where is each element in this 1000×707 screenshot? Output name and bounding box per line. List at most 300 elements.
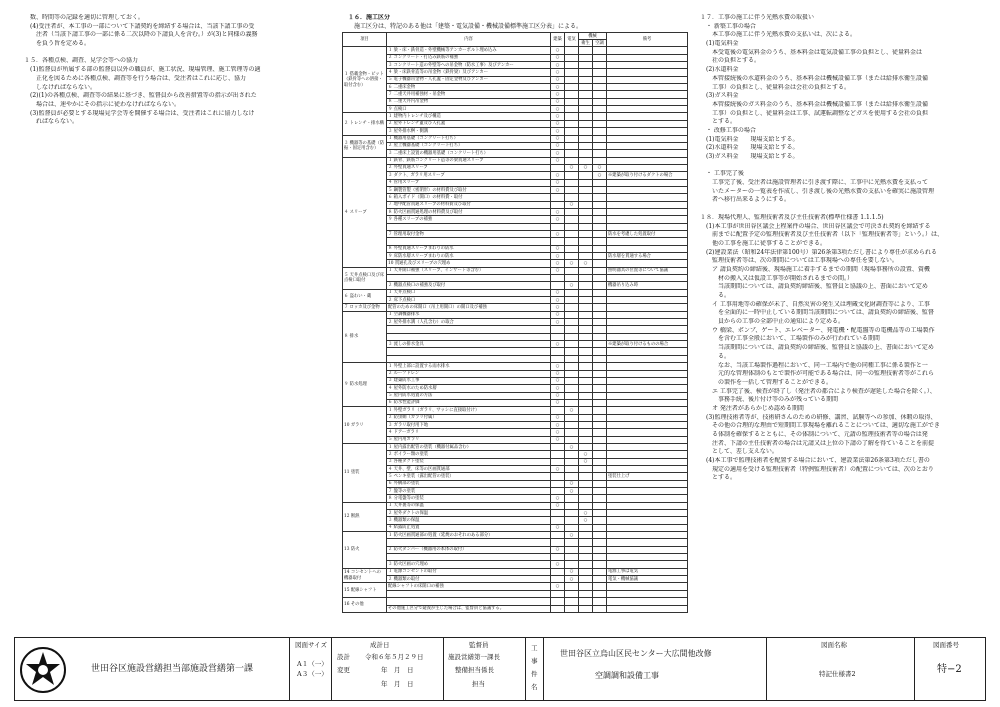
mark-cell: ○: [565, 488, 579, 495]
mark-cell: [551, 164, 565, 171]
text-line: オ 発注者があらかじめ認める期間: [712, 404, 804, 412]
mark-cell: [593, 598, 607, 605]
mark-cell: [565, 54, 579, 61]
text-line: 工事）の負担とし、従量料金は会社の負担とする。: [712, 83, 851, 91]
table-row: [343, 377, 688, 384]
mark-cell: [565, 502, 579, 509]
mark-cell: [565, 414, 579, 421]
table-row: [343, 91, 688, 98]
mark-cell: [565, 399, 579, 406]
content-cell: ３ 機器類の保温: [387, 517, 551, 524]
text-line: を負う旨を定める。: [36, 40, 91, 48]
note-cell: [607, 532, 688, 539]
content-cell: [387, 590, 551, 597]
table-row: [343, 576, 688, 583]
mark-cell: [579, 355, 593, 362]
category-cell: １ 搭載金物・ピット（鉄骨等への溶接・取付含む）: [343, 47, 387, 113]
mark-cell: ○: [565, 201, 579, 208]
mark-cell: [579, 341, 593, 348]
note-cell: [607, 488, 688, 495]
mark-cell: [551, 590, 565, 597]
note-cell: [607, 495, 688, 502]
mark-cell: [579, 532, 593, 539]
text-line: を含む工事全般において、工場製作のみが行われている期間: [718, 335, 880, 343]
content-cell: ５ 屋内防水処置の方法: [387, 392, 551, 399]
category-cell: 15 配線シャフト: [343, 583, 387, 598]
table-row: [343, 216, 688, 223]
mark-cell: [551, 532, 565, 539]
mark-cell: [579, 47, 593, 54]
note-cell: [607, 392, 688, 399]
note-cell: 防水を考慮した処置取付: [607, 230, 688, 237]
content-cell: ３ 屋外排水桝・側溝: [387, 128, 551, 135]
mark-cell: [565, 385, 579, 392]
mark-cell: [551, 576, 565, 583]
table-row: [343, 223, 688, 230]
mark-cell: ○: [551, 128, 565, 135]
text-line: 他の工事を施工に従事することができる。: [712, 239, 827, 247]
text-line: 者へ移行出来るようにする。: [712, 196, 791, 204]
note-cell: [607, 304, 688, 311]
note-cell: [607, 326, 688, 333]
note-cell: [607, 539, 688, 546]
mark-cell: [593, 230, 607, 237]
mark-cell: [565, 113, 579, 120]
content-cell: ３ 各種ダクト塗装: [387, 458, 551, 465]
table-row: [343, 150, 688, 157]
mark-cell: [565, 598, 579, 605]
content-cell: ３ コンクリート造の外壁等への吊金物（防水工事）及びアンカー: [387, 62, 551, 69]
content-cell: ２ 外壁貫通スリーブ: [387, 164, 551, 171]
table-row: [343, 194, 688, 201]
mark-cell: ○: [579, 260, 593, 267]
section-16-intro: 施工区分は、特記のある他は「建築・電気設備・機械設備標準施工区分表」による。: [354, 22, 583, 30]
mark-cell: [551, 333, 565, 340]
text-line: を全面的に一時中止している期間当該期間については、請負契約の締結後、監督: [718, 309, 934, 317]
mark-cell: [593, 429, 607, 436]
content-cell: ４ 結露防止処置: [387, 524, 551, 531]
text-line: (4)受注者が、本工事の一部について下請契約を締結する場合は、当該下請工事の受: [30, 22, 255, 30]
mark-cell: ○: [565, 407, 579, 414]
project-label-char-4: 名: [531, 683, 538, 691]
mark-cell: [579, 194, 593, 201]
mark-cell: [593, 267, 607, 274]
mark-cell: [565, 583, 579, 590]
category-cell: ５ 天井点検口及び床点検口取付: [343, 267, 387, 289]
mark-cell: ○: [551, 546, 565, 553]
text-line: [700, 205, 990, 214]
table-row: [343, 179, 688, 186]
header-mech-sanitary: 衛生: [579, 40, 593, 47]
mark-cell: [593, 517, 607, 524]
header-mech: 機械: [579, 33, 607, 40]
table-row: [343, 370, 688, 377]
table-row: [343, 583, 688, 590]
table-row: [343, 363, 688, 370]
mark-cell: [565, 62, 579, 69]
mark-cell: ○: [551, 230, 565, 237]
design-kind: 設計: [337, 653, 350, 661]
text-line: イ 工事用地等の確保が未了、自然災害の発生又は埋蔵文化財調査等により、工事: [712, 300, 930, 308]
table-row: [343, 605, 688, 612]
mark-cell: [565, 208, 579, 215]
text-line: 数、時間等の記録を適切に管理しておく。: [30, 14, 144, 21]
mark-cell: [579, 385, 593, 392]
mark-cell: [565, 69, 579, 76]
mark-cell: [579, 230, 593, 237]
table-row: [343, 142, 688, 149]
note-cell: [607, 554, 688, 561]
mark-cell: ○: [551, 142, 565, 149]
mark-cell: ○: [565, 568, 579, 575]
note-cell: [607, 113, 688, 120]
mark-cell: [579, 275, 593, 282]
content-cell: [387, 355, 551, 362]
table-row: [343, 326, 688, 333]
content-cell: [387, 554, 551, 561]
table-row: [343, 458, 688, 465]
note-cell: [607, 69, 688, 76]
mark-cell: [565, 157, 579, 164]
mark-cell: [579, 223, 593, 230]
mark-cell: ○: [593, 164, 607, 171]
mark-cell: [565, 289, 579, 296]
mark-cell: [593, 304, 607, 311]
mark-cell: [593, 443, 607, 450]
content-cell: ５ 鋼製管製（密閉形）の材料費及び取付: [387, 186, 551, 193]
mark-cell: ○: [551, 311, 565, 318]
mark-cell: [565, 429, 579, 436]
mark-cell: [593, 76, 607, 83]
mark-cell: [593, 341, 607, 348]
mark-cell: [565, 348, 579, 355]
content-cell: ２ ルーフドレン: [387, 370, 551, 377]
content-cell: ３ 建築防水工事: [387, 377, 551, 384]
mark-cell: ○: [551, 289, 565, 296]
size-a3: A３（一）: [297, 670, 328, 678]
text-line: (2)水道料金 現場支給とする。: [706, 144, 799, 152]
text-line: １７．工事の施工に伴う光熱水費の取扱い: [700, 14, 815, 21]
text-line: の製作を一括して管理することができる。: [718, 378, 833, 386]
text-line: １８．現場代理人、監理技術者及び主任技術者(標準仕様書 1.1.1.5): [700, 213, 884, 221]
mark-cell: [579, 363, 593, 370]
note-cell: [607, 480, 688, 487]
content-cell: ２ コンクリート・打込み鉄筋の補強: [387, 54, 551, 61]
mark-cell: ○: [565, 576, 579, 583]
mark-cell: [579, 157, 593, 164]
content-cell: ４ ドアーガラリ: [387, 429, 551, 436]
content-cell: １ 空調機器排水: [387, 311, 551, 318]
mark-cell: ○: [551, 135, 565, 142]
content-cell: ７ 二重天井用補強材・吊金物: [387, 91, 551, 98]
mark-cell: [551, 458, 565, 465]
note-cell: [607, 62, 688, 69]
note-cell: 電源工事は電気: [607, 568, 688, 575]
content-cell: ８ 防火区画貫通処理の材料費及び取付: [387, 208, 551, 215]
mark-cell: [565, 341, 579, 348]
supervisor-label: 監督員: [469, 641, 489, 649]
mark-cell: ○: [551, 106, 565, 113]
table-row: [343, 502, 688, 509]
category-cell: ３ 機器等の基礎（防振・固定用含む）: [343, 135, 387, 157]
note-cell: [607, 377, 688, 384]
mark-cell: [579, 245, 593, 252]
note-cell: [607, 443, 688, 450]
text-line: ア 請負契約の締結後、現場施工に着手するまでの期間（現場事務所の設置、資機: [712, 265, 930, 273]
table-row: [343, 341, 688, 348]
table-row: [343, 414, 688, 421]
text-line: 当該期間については、請負契約の締結後、監督員と協議の上、書面において定め: [718, 344, 934, 352]
project-label-char-2: 事: [531, 657, 538, 665]
mark-cell: [579, 370, 593, 377]
mark-cell: [565, 517, 579, 524]
content-cell: ３ 流しの排水金具: [387, 341, 551, 348]
content-cell: [387, 275, 551, 282]
mark-cell: [579, 333, 593, 340]
text-line: (2)建設業法（昭和24年法律第100号）第26条第3項ただし書により専任が求められる: [706, 248, 938, 256]
mark-cell: ○: [551, 363, 565, 370]
mark-cell: ○: [551, 436, 565, 443]
note-cell: [607, 598, 688, 605]
note-cell: [607, 319, 688, 326]
note-cell: [607, 451, 688, 458]
content-cell: ７ 盤等の塗装: [387, 488, 551, 495]
content-cell: ６ 外構部の塗装: [387, 480, 551, 487]
mark-cell: [593, 245, 607, 252]
mark-cell: [579, 590, 593, 597]
mark-cell: [565, 120, 579, 127]
content-cell: ２ 屋外ダクトの保温: [387, 510, 551, 517]
table-row: [343, 113, 688, 120]
content-cell: ４ 梁・床鉄骨造等の吊金物（鉄骨梁）及びアンカー: [387, 69, 551, 76]
content-cell: 配線シャフトの床開口の補強: [387, 583, 551, 590]
content-cell: ２ 機器類の取付: [387, 576, 551, 583]
table-row: [343, 429, 688, 436]
mark-cell: [565, 370, 579, 377]
text-line: 当該期間については、請負契約締結後、監督員と協議の上、書面において定め: [718, 283, 928, 291]
text-line: 本管接続後の水道料金のうち、基本料金は機械設備工事（または給排水衛生設備: [712, 74, 929, 82]
note-cell: [607, 524, 688, 531]
table-row: [343, 289, 688, 296]
table-row: [343, 54, 688, 61]
mark-cell: [565, 84, 579, 91]
mark-cell: [579, 598, 593, 605]
mark-cell: [551, 517, 565, 524]
project-name-line-1: 世田谷区立烏山区民センター大広間他改修: [560, 649, 712, 658]
mark-cell: [593, 201, 607, 208]
mark-cell: [593, 289, 607, 296]
note-cell: [607, 106, 688, 113]
mark-cell: [565, 142, 579, 149]
mark-cell: [579, 238, 593, 245]
mark-cell: ○: [551, 62, 565, 69]
mark-cell: [579, 216, 593, 223]
text-line: ウ 橋梁、ポンプ、ゲート、エレベーター、発電機・配電盤等の電機品等の工場製作: [712, 326, 935, 334]
mark-cell: [593, 363, 607, 370]
table-row: [343, 517, 688, 524]
content-cell: [387, 598, 551, 605]
text-line: る体制を確保するとともに、その体制について、元請の監理技術者等の場合は発: [712, 431, 928, 438]
mark-cell: ○: [551, 304, 565, 311]
note-cell: [607, 502, 688, 509]
mark-cell: ○: [551, 216, 565, 223]
table-row: [343, 98, 688, 105]
mark-cell: [565, 223, 579, 230]
mark-cell: [565, 377, 579, 384]
mark-cell: [565, 194, 579, 201]
mark-cell: [579, 76, 593, 83]
note-cell: ※建築が取り付けるものの場合: [607, 341, 688, 348]
table-row: [343, 76, 688, 83]
content-cell: [387, 348, 551, 355]
table-row: [343, 164, 688, 171]
note-cell: [607, 590, 688, 597]
text-line: (3)ガス料金 現場支給とする。: [706, 153, 799, 160]
text-line: 本管接続後のガス料金のうち、基本料金は機械設備工事（または給排水衛生設備: [712, 100, 929, 108]
mark-cell: [565, 436, 579, 443]
mark-cell: [565, 297, 579, 304]
mark-cell: [593, 436, 607, 443]
mark-cell: [593, 502, 607, 509]
mark-cell: [593, 253, 607, 260]
table-row: [343, 128, 688, 135]
mark-cell: [579, 142, 593, 149]
note-cell: [607, 583, 688, 590]
mark-cell: [579, 319, 593, 326]
mark-cell: [593, 421, 607, 428]
mark-cell: ○: [551, 267, 565, 274]
table-row: [343, 561, 688, 568]
role-section-chief: 施設営繕第一課長: [448, 653, 500, 661]
mark-cell: ○: [551, 253, 565, 260]
mark-cell: [565, 275, 579, 282]
category-cell: 16 その他: [343, 598, 387, 613]
mark-cell: ○: [551, 502, 565, 509]
content-cell: [387, 238, 551, 245]
mark-cell: [579, 135, 593, 142]
note-cell: [607, 157, 688, 164]
content-cell: ８ 外壁貫通スリーブまわりの防水: [387, 245, 551, 252]
mark-cell: ○: [551, 84, 565, 91]
note-cell: [607, 465, 688, 472]
note-cell: [607, 84, 688, 91]
content-cell: １ 屋内露出配管の塗装（機器付属品含む）: [387, 443, 551, 450]
table-row: [343, 47, 688, 54]
mark-cell: [579, 179, 593, 186]
note-cell: [607, 546, 688, 553]
note-cell: [607, 421, 688, 428]
mark-cell: [593, 319, 607, 326]
category-cell: 13 防火: [343, 532, 387, 569]
text-line: 員からの工事の全部中止の通知により定める。: [718, 318, 845, 326]
mark-cell: [593, 583, 607, 590]
note-cell: [607, 150, 688, 157]
header-item: 項目: [343, 33, 387, 47]
table-row: [343, 495, 688, 502]
mark-cell: ○: [551, 319, 565, 326]
content-cell: ５ 電子機器吊金物・人孔蓋・固定金物及びアンカー: [387, 76, 551, 83]
content-cell: １ 機器用基礎（コンクリート打ち）: [387, 135, 551, 142]
mark-cell: ○: [565, 164, 579, 171]
change-kind: 変更: [337, 666, 350, 674]
text-line: とする。: [712, 474, 737, 482]
mark-cell: ○: [551, 54, 565, 61]
mark-cell: [565, 253, 579, 260]
mark-cell: [579, 443, 593, 450]
mark-cell: ○: [551, 245, 565, 252]
mark-cell: [579, 502, 593, 509]
project-label-char-1: 工: [531, 644, 538, 652]
table-row: [343, 333, 688, 340]
mark-cell: [565, 333, 579, 340]
mark-cell: [565, 524, 579, 531]
table-row: [343, 399, 688, 406]
table-row: [343, 488, 688, 495]
mark-cell: [593, 392, 607, 399]
note-cell: [607, 517, 688, 524]
mark-cell: [565, 465, 579, 472]
text-line: 工事）の負担とし、従量料金は工事、試運転調整などガスを使用する会社の負担: [712, 109, 929, 117]
mark-cell: [593, 377, 607, 384]
note-cell: [607, 561, 688, 568]
mark-cell: ○: [551, 208, 565, 215]
mark-cell: [579, 150, 593, 157]
mark-cell: [579, 576, 593, 583]
mark-cell: [565, 238, 579, 245]
mark-cell: [579, 539, 593, 546]
mark-cell: [579, 480, 593, 487]
size-label: 図面サイズ: [295, 641, 327, 649]
text-line: [700, 162, 990, 171]
category-cell: ９ 防水処理: [343, 363, 387, 407]
text-line: 場合は、速やかにその指示に従わなければならない。: [36, 100, 181, 108]
table-row: [343, 546, 688, 553]
content-cell: ５ ペンキ塗装（露出配管の塗装）: [387, 473, 551, 480]
table-row: [343, 120, 688, 127]
role-staff: 担当: [472, 680, 485, 688]
table-row: [343, 106, 688, 113]
mark-cell: [593, 91, 607, 98]
mark-cell: [565, 98, 579, 105]
mark-cell: ○: [551, 341, 565, 348]
mark-cell: [593, 407, 607, 414]
mark-cell: [593, 47, 607, 54]
category-cell: ４ スリーブ: [343, 157, 387, 267]
header-note: 備考: [607, 33, 688, 47]
mark-cell: [579, 54, 593, 61]
mark-cell: ○: [551, 465, 565, 472]
category-cell: ７ ロッカ及び金物: [343, 304, 387, 311]
text-line: 元的な管理体制のもとで製作が可能である場合は、同一の監理技術者等がこれら: [718, 370, 935, 378]
mark-cell: ○: [551, 186, 565, 193]
drawing-number-label: 図面番号: [933, 641, 959, 649]
mark-cell: [565, 150, 579, 157]
table-row: [343, 157, 688, 164]
mark-cell: [593, 128, 607, 135]
mark-cell: [593, 120, 607, 127]
table-row: [343, 297, 688, 304]
mark-cell: [551, 451, 565, 458]
note-cell: [607, 223, 688, 230]
mark-cell: [593, 348, 607, 355]
category-cell: ２ トレンチ・排水構: [343, 113, 387, 135]
text-line: ・ 工事完了後: [706, 170, 744, 178]
mark-cell: [593, 150, 607, 157]
content-cell: ７ 管理用取付金物: [387, 230, 551, 237]
content-cell: [387, 223, 551, 230]
mark-cell: ○: [551, 179, 565, 186]
header-arch: 建築: [551, 33, 565, 47]
